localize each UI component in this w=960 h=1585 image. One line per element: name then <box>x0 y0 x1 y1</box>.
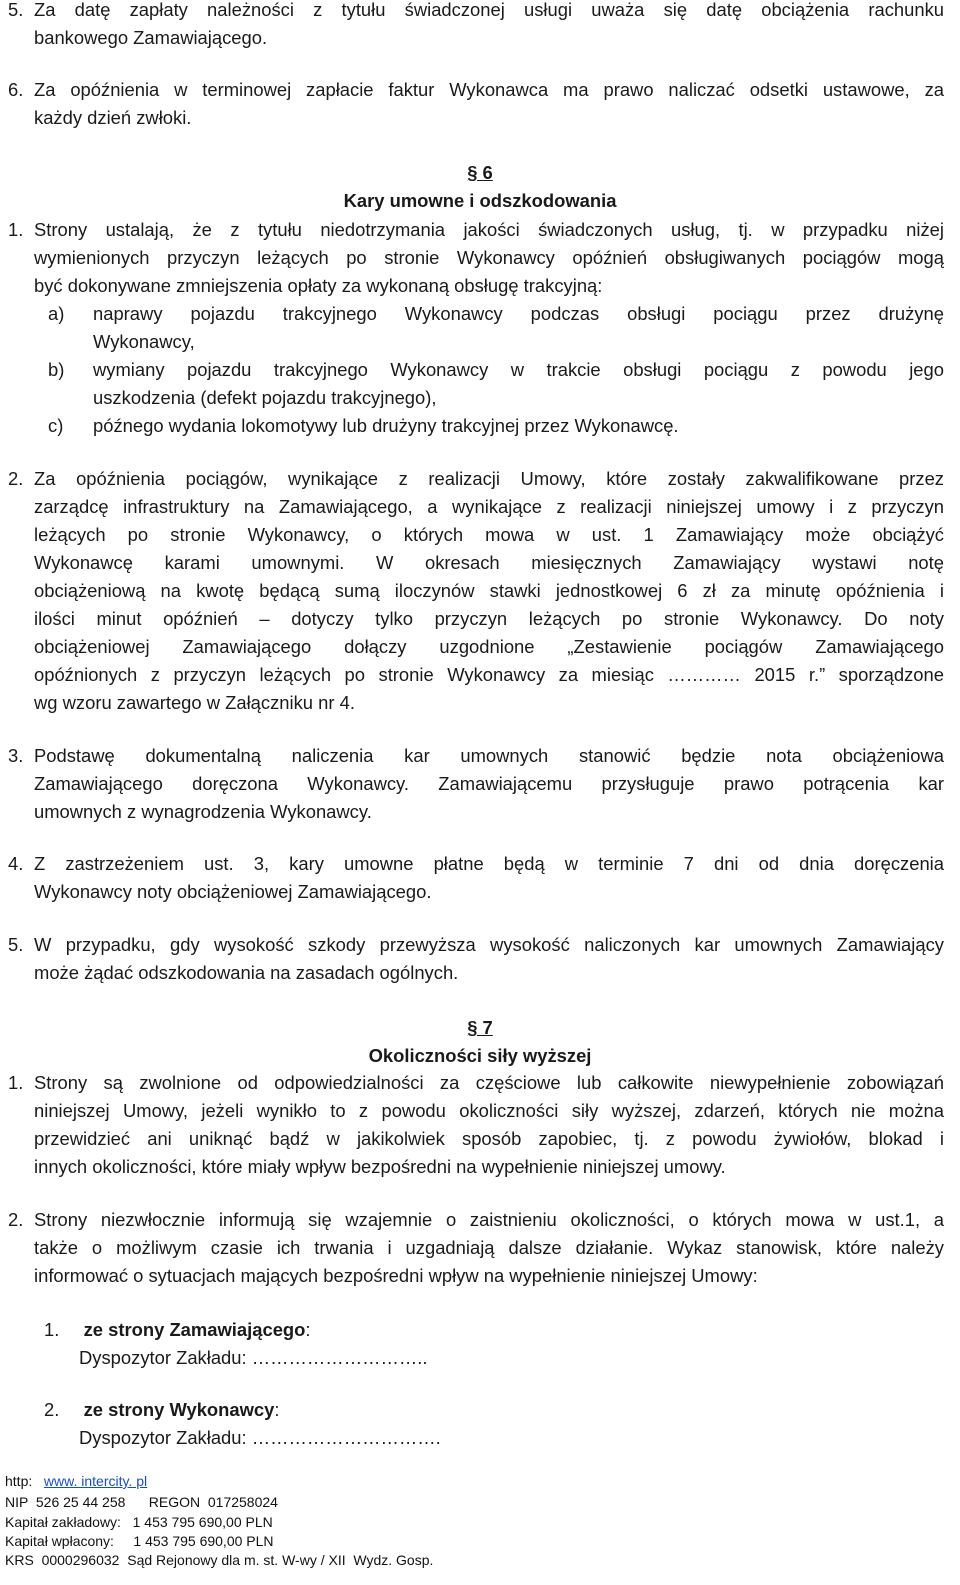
list-item-line: późnego wydania lokomotywy lub drużyny trakcyjnej przez Wykonawcę. <box>93 415 679 436</box>
item-number: 6. <box>8 79 24 100</box>
court-text: Sąd Rejonowy dla m. st. W-wy / XII Wydz. Gosp. <box>127 1552 434 1568</box>
list-letter: a) <box>48 303 65 324</box>
paragraph-line: Za opóźnienia w terminowej zapłacie faktur Wykonawca ma prawo naliczać odsetki ustawowe, za <box>34 79 944 100</box>
paragraph-line: przewidzieć ani uniknąć bądź w jakikolwiek sposób zapobiec, tj. z powodu żywiołów, blokad i <box>34 1128 944 1149</box>
paragraph-line: Strony ustalają, że z tytułu niedotrzymania jakości świadczonych usług, tj. w przypadku niżej <box>34 219 944 240</box>
paragraph-line: Z zastrzeżeniem ust. 3, kary umowne płatne będą w terminie 7 dni od dnia doręczenia <box>34 853 944 874</box>
list-item-line: Wykonawcy, <box>93 331 195 352</box>
paragraph-line: Strony są zwolnione od odpowiedzialności za częściowe lub całkowite niewypełnienie zobowiązań <box>34 1072 944 1093</box>
paragraph-line: zarządcę infrastruktury na Zamawiającego, a wynikające z realizacji niniejszej umowy i z przyczyn <box>34 496 944 517</box>
krs-label: KRS <box>5 1552 34 1568</box>
http-label: http: <box>5 1473 33 1489</box>
contact-colon: : <box>274 1399 280 1420</box>
paragraph-line: Podstawę dokumentalną naliczenia kar umownych stanowić będzie nota obciążeniowa <box>34 745 944 766</box>
regon-label: REGON <box>148 1494 201 1510</box>
paragraph-line: W przypadku, gdy wysokość szkody przewyższa wysokość naliczonych kar umownych Zamawiający <box>34 934 944 955</box>
paragraph-line: innych okoliczności, które miały wpływ bezpośredni na wypełnienie niniejszej umowy. <box>34 1156 726 1177</box>
section-title: Okoliczności siły wyższej <box>368 1045 592 1066</box>
section-title: Kary umowne i odszkodowania <box>343 190 617 211</box>
paragraph-line: umownych z wynagrodzenia Wykonawcy. <box>34 801 372 822</box>
kapital-wplacony-value: 1 453 795 690,00 PLN <box>133 1533 274 1549</box>
footer-nip-line <box>5 1493 278 1511</box>
contact-colon: : <box>305 1319 311 1340</box>
paragraph-line: także o możliwym czasie ich trwania i uzgadniają dalsze działanie. Wykaz stanowisk, które należy <box>34 1237 944 1258</box>
paragraph-line: może żądać odszkodowania na zasadach ogólnych. <box>34 962 459 983</box>
footer-kapital-zakladowy-line <box>5 1513 273 1531</box>
contact-number: 2. <box>44 1399 60 1420</box>
list-letter: b) <box>48 359 65 380</box>
kapital-zakladowy-label: Kapitał zakładowy: <box>5 1514 121 1530</box>
contact-number: 1. <box>44 1319 60 1340</box>
nip-label: NIP <box>5 1494 29 1510</box>
paragraph-line: Wykonawcę karami umownymi. W okresach miesięcznych Zamawiający wystawi notę <box>34 552 944 573</box>
section-sign: § 7 <box>467 1017 493 1038</box>
paragraph-line: obciążeniową na kwotę będącą sumą iloczynów stawki jednostkowej 6 zł za minutę opóźnienia i <box>34 580 944 601</box>
paragraph-line: obciążeniowej Zamawiającego dołączy uzgodnione „Zestawienie pociągów Zamawiającego <box>34 636 944 657</box>
section-sign: § 6 <box>467 162 493 183</box>
paragraph-line: niniejszej Umowy, jeżeli wynikło to z powodu okoliczności siły wyższej, zdarzeń, których nie można <box>34 1100 944 1121</box>
contact-detail: Dyspozytor Zakładu: …………………………. <box>79 1427 441 1448</box>
item-number: 3. <box>8 745 24 766</box>
paragraph-line: opóźnionych z przyczyn leżących po stronie Wykonawcy za miesiąc ………… 2015 r.” sporządzone <box>34 664 944 685</box>
item-number: 2. <box>8 1209 24 1230</box>
kapital-wplacony-label: Kapitał wpłacony: <box>5 1533 114 1549</box>
footer-kapital-wplacony-line <box>5 1532 274 1550</box>
paragraph-line: Wykonawcy noty obciążeniowej Zamawiającego. <box>34 881 432 902</box>
paragraph-line: każdy dzień zwłoki. <box>34 107 192 128</box>
contact-list-item <box>44 1316 954 1344</box>
item-number: 5. <box>8 934 24 955</box>
paragraph-line: Zamawiającego doręczona Wykonawcy. Zamawiającemu przysługuje prawo potrącenia kar <box>34 773 944 794</box>
item-number: 2. <box>8 468 24 489</box>
paragraph-line: ilości minut opóźnień – dotyczy tylko przyczyn leżących po stronie Wykonawcy. Do noty <box>34 608 944 629</box>
footer-website-line <box>5 1472 147 1490</box>
regon-value: 017258024 <box>207 1494 278 1510</box>
paragraph-line: wg wzoru zawartego w Załączniku nr 4. <box>34 692 355 713</box>
paragraph-line: bankowego Zamawiającego. <box>34 27 268 48</box>
contact-party-label: ze strony Zamawiającego <box>83 1319 306 1340</box>
kapital-zakladowy-value: 1 453 795 690,00 PLN <box>132 1514 273 1530</box>
paragraph-line: Za opóźnienia pociągów, wynikające z realizacji Umowy, które zostały zakwalifikowane przez <box>34 468 944 489</box>
website-link[interactable]: www. intercity. pl <box>43 1473 148 1489</box>
paragraph-line: być dokonywane zmniejszenia opłaty za wykonaną obsługę trakcyjną: <box>34 275 603 296</box>
footer-krs-line <box>5 1551 433 1569</box>
contact-detail: Dyspozytor Zakładu: ……………………….. <box>79 1347 428 1368</box>
item-number: 5. <box>8 0 24 20</box>
list-item-line: wymiany pojazdu trakcyjnego Wykonawcy w trakcie obsługi pociągu z powodu jego <box>93 359 944 380</box>
paragraph-line: Strony niezwłocznie informują się wzajemnie o zaistnieniu okoliczności, o których mowa w ust.1, a <box>34 1209 944 1230</box>
list-item-line: uszkodzenia (defekt pojazdu trakcyjnego), <box>93 387 437 408</box>
paragraph-line: leżących po stronie Wykonawcy, o których mowa w ust. 1 Zamawiający może obciążyć <box>34 524 944 545</box>
paragraph-line: informować o sytuacjach mających bezpośredni wpływ na wypełnienie niniejszej Umowy: <box>34 1265 758 1286</box>
item-number: 1. <box>8 1072 24 1093</box>
contact-list-item <box>44 1396 954 1424</box>
item-number: 1. <box>8 219 24 240</box>
paragraph-line: Za datę zapłaty należności z tytułu świadczonej usługi uważa się datę obciążenia rachunku <box>34 0 944 20</box>
contact-party-label: ze strony Wykonawcy <box>83 1399 275 1420</box>
nip-value: 526 25 44 258 <box>35 1494 126 1510</box>
list-letter: c) <box>48 415 64 436</box>
list-item-line: naprawy pojazdu trakcyjnego Wykonawcy podczas obsługi pociągu przez drużynę <box>93 303 944 324</box>
krs-value: 0000296032 <box>41 1552 120 1568</box>
paragraph-line: wymienionych przyczyn leżących po stronie Wykonawcy opóźnień obsługiwanych pociągów mogą <box>34 247 944 268</box>
item-number: 4. <box>8 853 24 874</box>
